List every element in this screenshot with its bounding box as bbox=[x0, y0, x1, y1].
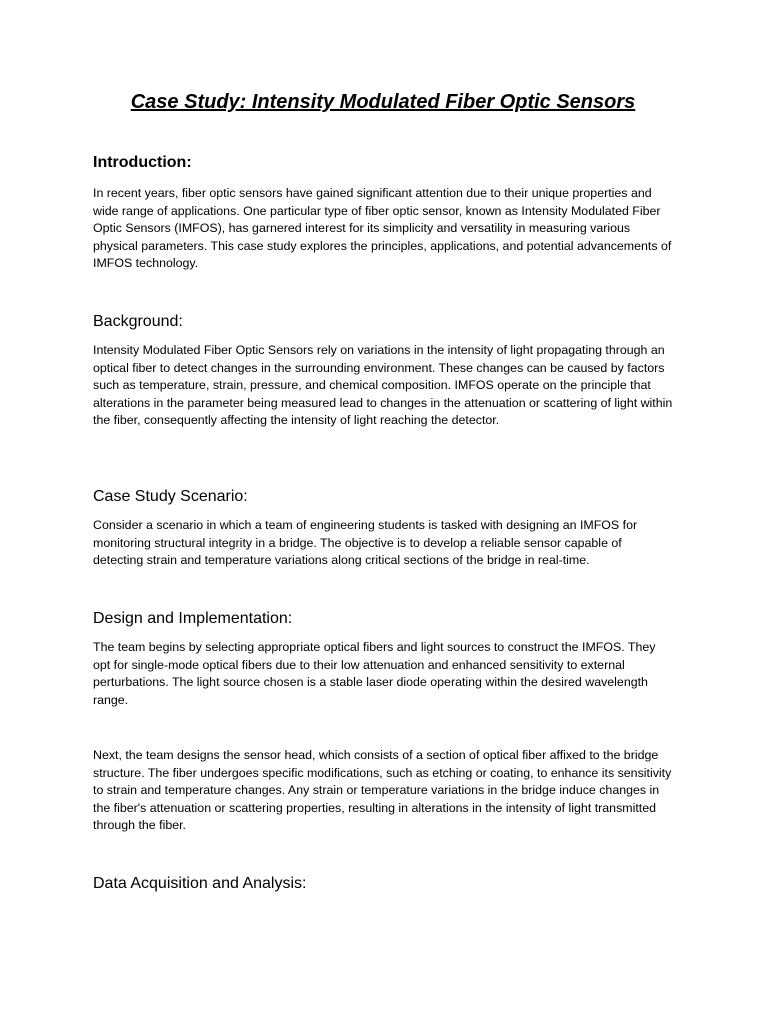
paragraph-case-study-scenario: Consider a scenario in which a team of engineering students is tasked with designing an IMFOS for monitoring structural integrity in a bridge. The objective is to develop a reliable sensor capable of detecting strain and temperature variations along critical sections of the bridge in real-time. bbox=[93, 518, 638, 568]
section-heading-case-study-scenario: Case Study Scenario: bbox=[93, 488, 248, 505]
paragraph-design-implementation-1: The team begins by selecting appropriate optical fibers and light sources to construct the IMFOS. They opt for single-mode optical fibers due to their low attenuation and enhanced sensitivity to external perturbations. The light source chosen is a stable laser diode operating within the desired wavelength range. bbox=[93, 640, 656, 707]
section-heading-introduction: Introduction: bbox=[93, 154, 192, 171]
section-heading-data-acquisition: Data Acquisition and Analysis: bbox=[93, 875, 307, 892]
document-title: Case Study: Intensity Modulated Fiber Optic Sensors bbox=[130, 91, 636, 113]
section-heading-background: Background: bbox=[93, 313, 183, 330]
paragraph-design-implementation-2: Next, the team designs the sensor head, which consists of a section of optical fiber affixed to the bridge structure. The fiber undergoes specific modifications, such as etching or coating, to enhance its sensitivity to strain and temperature changes. Any strain or temperature variations in the bridge induce changes in the fiber's attenuation or scattering properties, resulting in alterations in the intensity of light transmitted through the fiber. bbox=[93, 748, 672, 833]
paragraph-introduction: In recent years, fiber optic sensors have gained significant attention due to their unique properties and wide range of applications. One particular type of fiber optic sensor, known as Intensity Modulated Fiber Optic Sensors (IMFOS), has garnered interest for its simplicity and versatility in measuring various physical parameters. This case study explores the principles, applications, and potential advancements of IMFOS technology. bbox=[93, 186, 672, 271]
paragraph-background: Intensity Modulated Fiber Optic Sensors rely on variations in the intensity of light propagating through an optical fiber to detect changes in the surrounding environment. These changes can be caused by factors such as temperature, strain, pressure, and chemical composition. IMFOS operate on the principle that alterations in the parameter being measured lead to changes in the attenuation or scattering of light within the fiber, consequently affecting the intensity of light reaching the detector. bbox=[93, 343, 673, 428]
section-heading-design-implementation: Design and Implementation: bbox=[93, 610, 293, 627]
